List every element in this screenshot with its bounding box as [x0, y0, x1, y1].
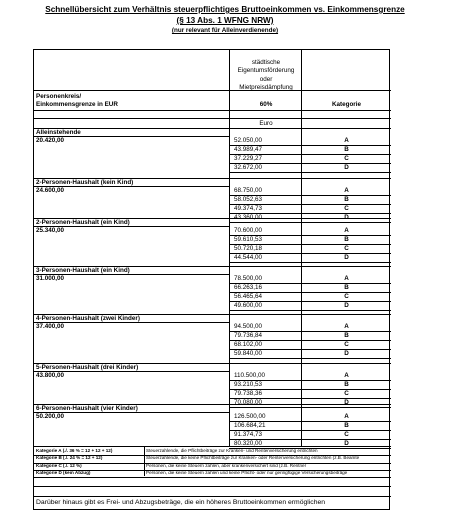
row-divider [229, 292, 391, 293]
row-divider [229, 163, 391, 164]
category-letter: D [344, 164, 349, 171]
row-divider [34, 226, 229, 227]
row-divider [229, 154, 391, 155]
category-letter: B [344, 196, 349, 203]
row-divider [229, 244, 391, 245]
category-letter: C [344, 205, 349, 212]
legend-category-label: Kategorie B (./. 24 % = 12 + 12) [36, 455, 103, 461]
group-income-limit: 50.200,00 [36, 413, 65, 420]
category-letter: A [344, 413, 349, 420]
row-divider [34, 446, 391, 447]
group-name: 3-Personen-Haushalt (ein Kind) [36, 267, 130, 274]
legend-category-description: Steuerzahlende, die Pflichtbeiträge zur Kranken- und Rentenversicherung entrichten [146, 448, 318, 453]
income-value: 110.500,00 [234, 372, 266, 379]
category-header: Kategorie [331, 101, 362, 108]
income-value: 78.500,00 [234, 275, 263, 282]
category-letter: A [344, 275, 349, 282]
row-divider [229, 421, 391, 422]
income-value: 68.750,00 [234, 187, 263, 194]
category-letter: C [344, 293, 349, 300]
row-divider [229, 380, 391, 381]
group-name: 4-Personen-Haushalt (zwei Kinder) [36, 315, 140, 322]
category-letter: C [344, 341, 349, 348]
income-value: 56.465,64 [234, 293, 263, 300]
row-label-person-group: Personenkreis/ [36, 93, 82, 100]
row-divider [34, 274, 229, 275]
income-value: 43.360,00 [234, 214, 263, 221]
row-divider [229, 235, 391, 236]
income-value: 79.736,84 [234, 332, 263, 339]
group-name: 2-Personen-Haushalt (kein Kind) [36, 179, 134, 186]
legend-category-description: Personen, die keine Steuern zahlen und keine Pflicht- oder nur geringfügige Versicherungsbeiträge [146, 470, 348, 476]
income-value: 91.374,73 [234, 431, 263, 438]
row-divider [229, 195, 391, 196]
funding-column-header: städtische Eigentumsförderung oder Mietpreisdämpfung [237, 59, 295, 92]
category-letter: C [344, 245, 349, 252]
row-divider [34, 455, 391, 456]
row-divider [34, 266, 391, 267]
row-divider [229, 340, 391, 341]
category-letter: C [344, 155, 349, 162]
income-value: 44.544,00 [234, 254, 263, 261]
income-table [33, 49, 390, 510]
income-value: 58.052,63 [234, 196, 263, 203]
row-divider [229, 204, 391, 205]
income-value: 66.263,16 [234, 284, 263, 291]
footer-note: Darüber hinaus gibt es Frei- und Abzugsbeträge, die ein höheres Bruttoeinkommen ermöglichen [36, 499, 326, 506]
row-divider [229, 439, 391, 440]
income-value: 49.600,00 [234, 302, 263, 309]
income-value: 43.989,47 [234, 146, 263, 153]
row-divider [229, 331, 391, 332]
row-divider [34, 314, 391, 315]
category-letter: D [344, 254, 349, 261]
row-divider [229, 358, 391, 359]
document-subtitle: (§ 13 Abs. 1 WFNG NRW) [176, 16, 274, 25]
row-divider [34, 463, 391, 464]
legend-category-label: Kategorie D (kein Abzug) [36, 470, 91, 476]
legend-category-description: Steuerzahlende, die keine Pflichtbeiträge zur Kranken- oder Rentenversicherung entrichten (z.B. Beamte [146, 455, 360, 461]
row-divider [229, 222, 391, 223]
group-income-limit: 24.600,00 [36, 187, 65, 194]
row-divider [229, 213, 391, 214]
income-value: 59.610,53 [234, 236, 263, 243]
category-letter: C [344, 390, 349, 397]
income-value: 80.320,00 [234, 440, 263, 447]
group-name: 2-Personen-Haushalt (ein Kind) [36, 219, 130, 226]
category-letter: B [344, 332, 349, 339]
row-divider [34, 178, 391, 179]
category-letter: A [344, 137, 349, 144]
group-income-limit: 37.400,00 [36, 323, 65, 330]
legend-category-label: Kategorie A (./. 36 % = 12 + 12 + 12) [36, 448, 113, 453]
income-value: 93.210,53 [234, 381, 263, 388]
row-divider [34, 477, 391, 478]
row-divider [34, 186, 229, 187]
row-divider [34, 371, 229, 372]
income-value: 94.500,00 [234, 323, 263, 330]
row-divider [34, 470, 391, 471]
income-value: 70.600,00 [234, 227, 263, 234]
document-title: Schnellübersicht zum Verhältnis steuerpflichtiges Bruttoeinkommen vs. Einkommensgrenze [45, 5, 405, 14]
income-value: 68.102,00 [234, 341, 263, 348]
row-divider [34, 136, 229, 137]
category-letter: B [344, 381, 349, 388]
row-divider [34, 486, 391, 487]
row-divider [34, 110, 391, 111]
row-divider [34, 118, 391, 119]
row-divider [229, 301, 391, 302]
category-letter: B [344, 236, 349, 243]
legend-divider [144, 446, 145, 476]
percentage-header: 60% [259, 101, 273, 108]
row-divider [229, 349, 391, 350]
row-divider [34, 404, 391, 405]
category-letter: B [344, 284, 349, 291]
category-letter: B [344, 146, 349, 153]
category-letter: D [344, 440, 349, 447]
row-divider [229, 407, 391, 408]
row-divider [34, 363, 391, 364]
category-letter: D [344, 399, 349, 406]
row-divider [229, 253, 391, 254]
row-divider [34, 322, 229, 323]
income-value: 50.720,18 [234, 245, 263, 252]
income-value: 32.672,00 [234, 164, 263, 171]
income-value: 70.080,00 [234, 399, 263, 406]
row-divider [229, 398, 391, 399]
row-label-income-limit: Einkommensgrenze in EUR [36, 101, 118, 108]
row-divider [34, 412, 229, 413]
category-letter: A [344, 372, 349, 379]
category-letter: A [344, 227, 349, 234]
category-letter: C [344, 431, 349, 438]
group-name: 5-Personen-Haushalt (drei Kinder) [36, 364, 139, 371]
category-letter: A [344, 323, 349, 330]
group-income-limit: 25.340,00 [36, 227, 65, 234]
income-value: 52.050,00 [234, 137, 263, 144]
income-value: 126.500,00 [234, 413, 266, 420]
category-letter: D [344, 214, 349, 221]
row-divider [34, 496, 391, 497]
group-income-limit: 43.800,00 [36, 372, 65, 379]
row-divider [229, 172, 391, 173]
row-divider [229, 145, 391, 146]
group-income-limit: 20.420,00 [36, 137, 65, 144]
row-divider [34, 90, 391, 91]
income-value: 106.684,21 [234, 422, 266, 429]
row-divider [229, 448, 391, 449]
group-name: 6-Personen-Haushalt (vier Kinder) [36, 405, 138, 412]
row-divider [229, 430, 391, 431]
group-income-limit: 31.000,00 [36, 275, 65, 282]
row-divider [229, 389, 391, 390]
category-letter: A [344, 187, 349, 194]
income-value: 79.738,36 [234, 390, 263, 397]
row-divider [229, 310, 391, 311]
row-divider [229, 283, 391, 284]
category-letter: B [344, 422, 349, 429]
row-divider [34, 218, 391, 219]
row-divider [34, 128, 391, 129]
currency-label: Euro [259, 120, 273, 127]
group-name: Alleinstehende [36, 129, 81, 136]
row-divider [229, 262, 391, 263]
income-value: 59.840,00 [234, 350, 263, 357]
category-letter: D [344, 350, 349, 357]
legend-category-description: Personen, die keine Steuern zahlen, aber krankenversichert sind (z.B. Rentner [146, 462, 307, 468]
document-note: (nur relevant für Alleinverdienende) [171, 27, 279, 34]
category-letter: D [344, 302, 349, 309]
income-value: 37.229,27 [234, 155, 263, 162]
income-value: 49.374,73 [234, 205, 263, 212]
legend-category-label: Kategorie C (./. 12 %) [36, 462, 82, 468]
